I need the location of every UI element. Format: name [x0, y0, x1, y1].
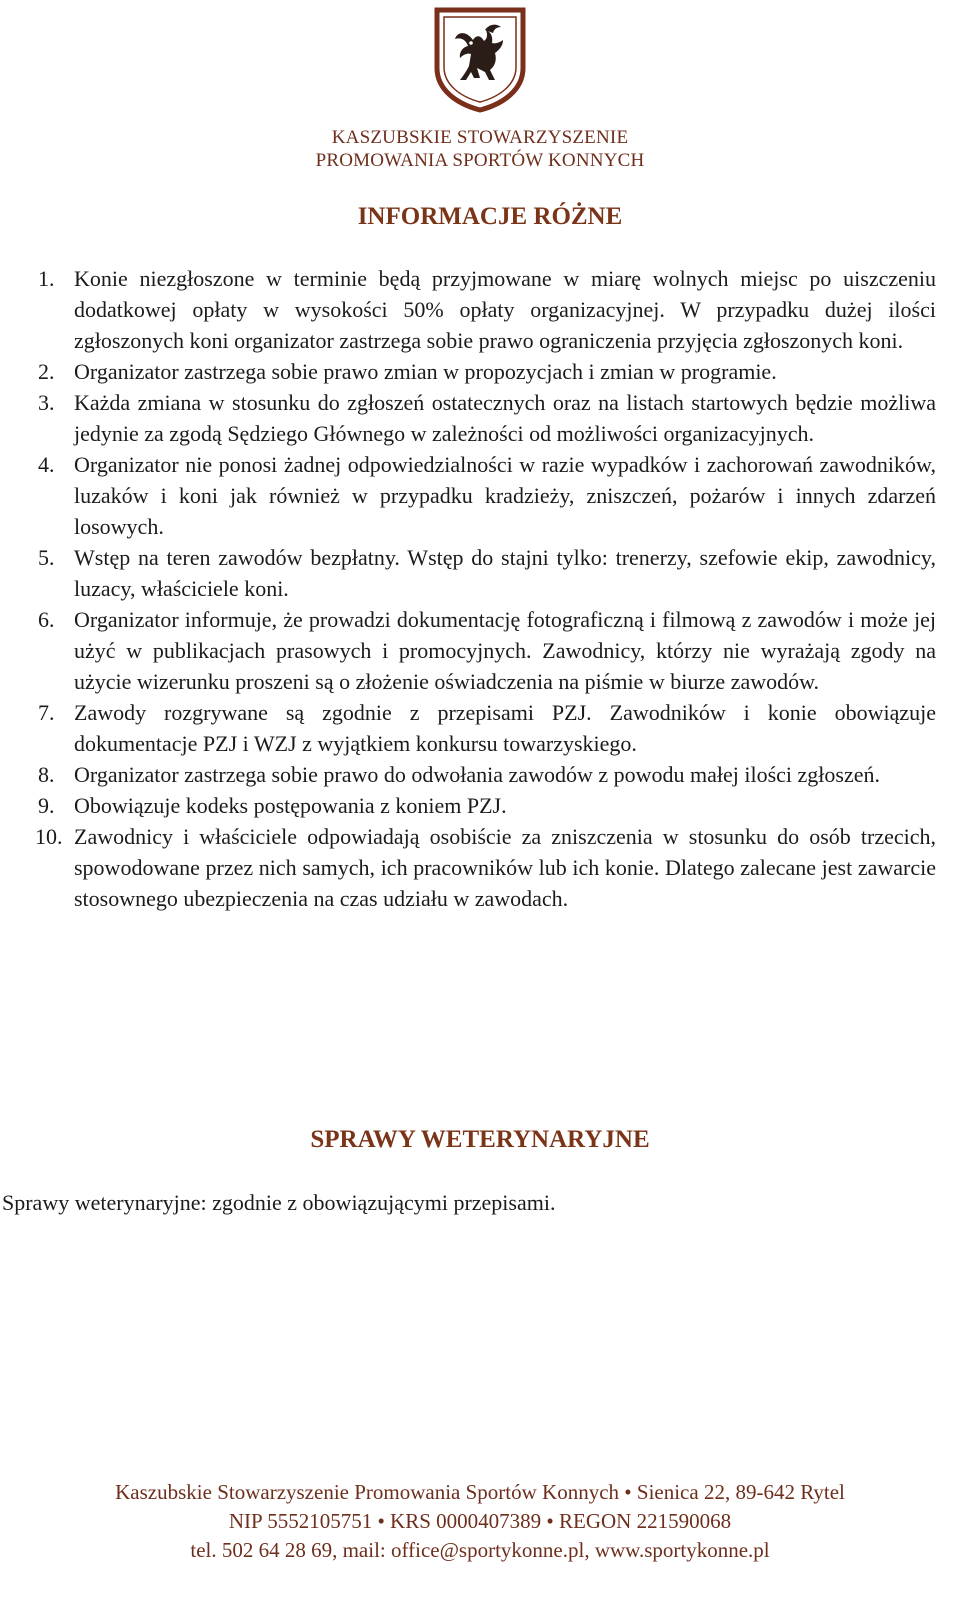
list-item-number: 9.: [38, 793, 55, 818]
list-item-text: Obowiązuje kodeks postępowania z koniem PZJ.: [74, 793, 507, 818]
list-item-number: 4.: [38, 452, 55, 477]
footer-address: Kaszubskie Stowarzyszenie Promowania Sportów Konnych • Sienica 22, 89-642 Rytel: [115, 1480, 845, 1504]
footer: [0, 1478, 960, 1565]
list-item-text: Organizator nie ponosi żadnej odpowiedzialności w razie wypadków i zachorowań zawodników, luzaków i koni jak również w przypadku kradzieży, zniszczeń, pożarów i innych zdarzeń losowych.: [74, 452, 936, 539]
header-logo: [0, 6, 960, 114]
list-item-text: Organizator informuje, że prowadzi dokumentację fotograficzną i filmową z zawodów i może jej użyć w publikacjach prasowych i promocyjnych. Zawodnicy, którzy nie wyrażają zgody na użycie wizerunku proszeni są o złożenie oświadczenia na piśmie w biurze zawodów.: [74, 607, 936, 694]
list-item: [38, 356, 936, 387]
organization-name: [0, 126, 960, 172]
organization-name-line2: PROMOWANIA SPORTÓW KONNYCH: [315, 150, 645, 171]
list-item: [38, 387, 936, 449]
list-item-number: 6.: [38, 607, 55, 632]
list-item-text: Wstęp na teren zawodów bezpłatny. Wstęp do stajni tylko: trenerzy, szefowie ekip, zawodnicy, luzacy, właściciele koni.: [74, 545, 936, 601]
veterinary-text: Sprawy weterynaryjne: zgodnie z obowiązującymi przepisami.: [2, 1190, 556, 1215]
footer-contact: tel. 502 64 28 69, mail: office@sportykonne.pl, www.sportykonne.pl: [190, 1538, 770, 1562]
section-title-info: INFORMACJE RÓŻNE: [357, 203, 623, 230]
organization-name-line1: KASZUBSKIE STOWARZYSZENIE: [331, 127, 629, 148]
list-item: [38, 542, 936, 604]
footer-registry: NIP 5552105751 • KRS 0000407389 • REGON 221590068: [228, 1509, 732, 1533]
list-item-text: Każda zmiana w stosunku do zgłoszeń ostatecznych oraz na listach startowych będzie możliwa jedynie za zgodą Sędziego Głównego w zależności od możliwości organizacyjnych.: [74, 390, 936, 446]
list-item: [35, 821, 936, 914]
list-item-text: Zawody rozgrywane są zgodnie z przepisami PZJ. Zawodników i konie obowiązuje dokumentacje PZJ i WZJ z wyjątkiem konkursu towarzyskiego.: [74, 700, 936, 756]
griffin-shield-icon: [433, 6, 527, 114]
list-item-text: Konie niezgłoszone w terminie będą przyjmowane w miarę wolnych miejsc po uiszczeniu dodatkowej opłaty w wysokości 50% opłaty organizacyjnej. W przypadku dużej ilości zgłoszonych koni organizator zastrzega sobie prawo ograniczenia przyjęcia zgłoszonych koni.: [74, 266, 936, 353]
list-item-number: 5.: [38, 545, 55, 570]
list-item-text: Zawodnicy i właściciele odpowiadają osobiście za zniszczenia w stosunku do osób trzecich, spowodowane przez nich samych, ich pracowników lub ich konie. Dlatego zalecane jest zawarcie stosownego ubezpieczenia na czas udziału w zawodach.: [74, 824, 936, 911]
info-list: [35, 263, 936, 914]
list-item: [38, 449, 936, 542]
list-item-number: 2.: [38, 359, 55, 384]
list-item-number: 1.: [38, 266, 55, 291]
list-item: [38, 790, 936, 821]
list-item: [38, 697, 936, 759]
list-item-text: Organizator zastrzega sobie prawo zmian w propozycjach i zmian w programie.: [74, 359, 777, 384]
list-item: [38, 263, 936, 356]
list-item-number: 8.: [38, 762, 55, 787]
list-item: [38, 604, 936, 697]
list-item-number: 3.: [38, 390, 55, 415]
list-item: [38, 759, 936, 790]
list-item-number: 7.: [38, 700, 55, 725]
list-item-number: 10.: [35, 824, 63, 849]
list-item-text: Organizator zastrzega sobie prawo do odwołania zawodów z powodu małej ilości zgłoszeń.: [74, 762, 880, 787]
section-title-veterinary: SPRAWY WETERYNARYJNE: [310, 1126, 650, 1153]
